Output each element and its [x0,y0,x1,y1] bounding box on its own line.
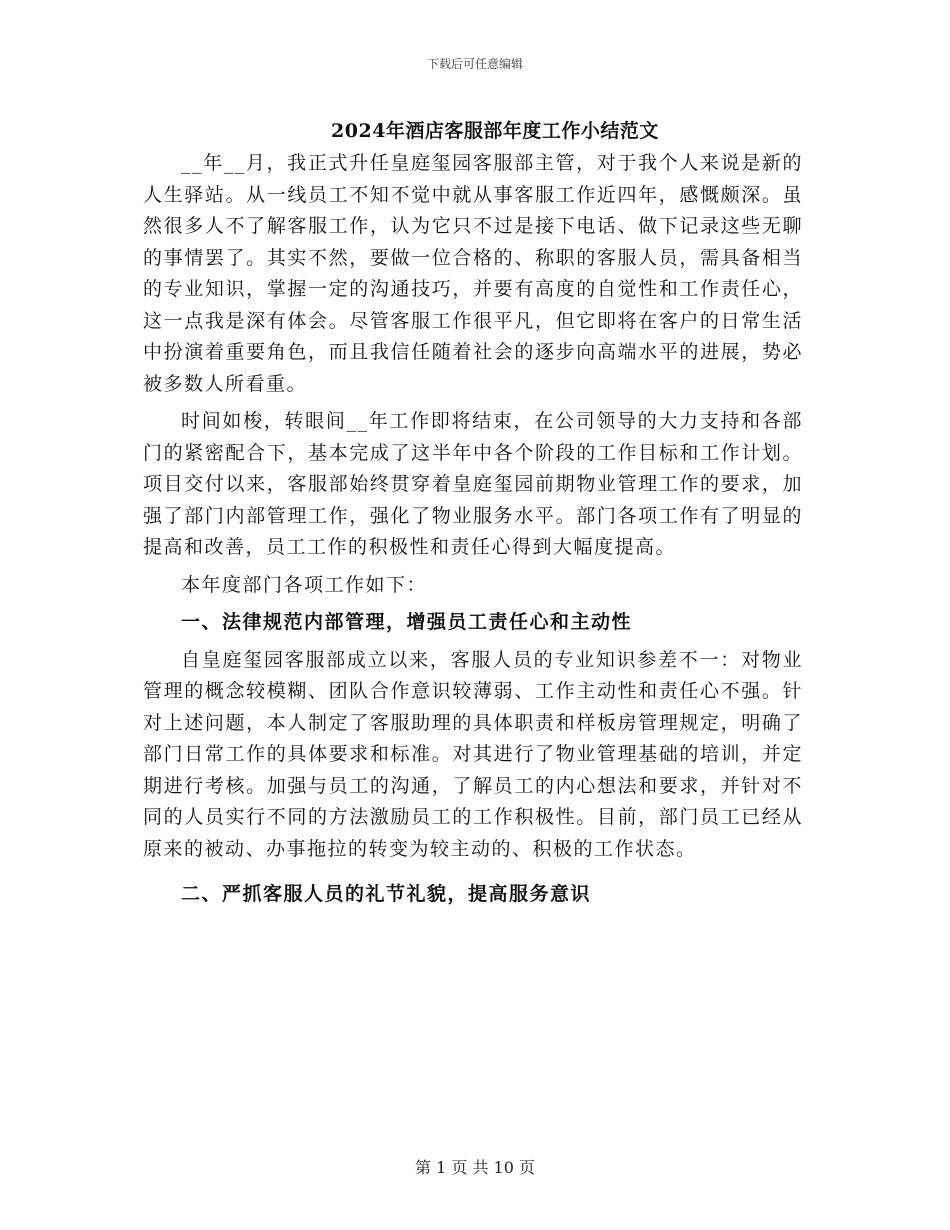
section-heading-1: 一、法律规范内部管理，增强员工责任心和主动性 [181,611,633,633]
page-footer: 第 1 页 共 10 页 [415,1158,535,1177]
paragraph-intro: __年__月，我正式升任皇庭玺园客服部主管，对于我个人来说是新的人生驿站。从一线员工不知不觉中就从事客服工作近四年，感慨颇深。虽然很多人不了解客服工作，认为它只不过是接下电话、做下记录这些无聊的事情罢了。其实不然，要做一位合格的、称职的客服人员，需具备相当的专业知识，掌握一定的沟通技巧，并要有高度的自觉性和工作责任心，这一点我是深有体会。尽管客服工作很平凡，但它即将在客户的日常生活中扮演着重要角色，而且我信任随着社会的逐步向高端水平的进展，势必被多数人所看重。 [143,152,803,395]
document-title: 2024年酒店客服部年度工作小结范文 [331,120,659,142]
header-note: 下载后可任意编辑 [426,57,523,71]
paragraph-summary: 时间如梭，转眼间__年工作即将结束，在公司领导的大力支持和各部门的紧密配合下，基本完成了这半年中各个阶段的工作目标和工作计划。项目交付以来，客服部始终贯穿着皇庭玺园前期物业管理工作的要求，加强了部门内部管理工作，强化了物业服务水平。部门各项工作有了明显的提高和改善，员工工作的积极性和责任心得到大幅度提高。 [143,410,803,558]
paragraph-list-intro: 本年度部门各项工作如下： [181,573,428,596]
section-heading-2: 二、严抓客服人员的礼节礼貌，提高服务意识 [181,883,592,905]
document-body [143,148,803,917]
paragraph-section-1: 自皇庭玺园客服部成立以来，客服人员的专业知识参差不一：对物业管理的概念较模糊、团队合作意识较薄弱、工作主动性和责任心不强。针对上述问题，本人制定了客服助理的具体职责和样板房管理规定，明确了部门日常工作的具体要求和标准。对其进行了物业管理基础的培训，并定期进行考核。加强与员工的沟通，了解员工的内心想法和要求，并针对不同的人员实行不同的方法激励员工的工作积极性。目前，部门员工已经从原来的被动、办事拖拉的转变为较主动的、积极的工作状态。 [143,648,803,860]
